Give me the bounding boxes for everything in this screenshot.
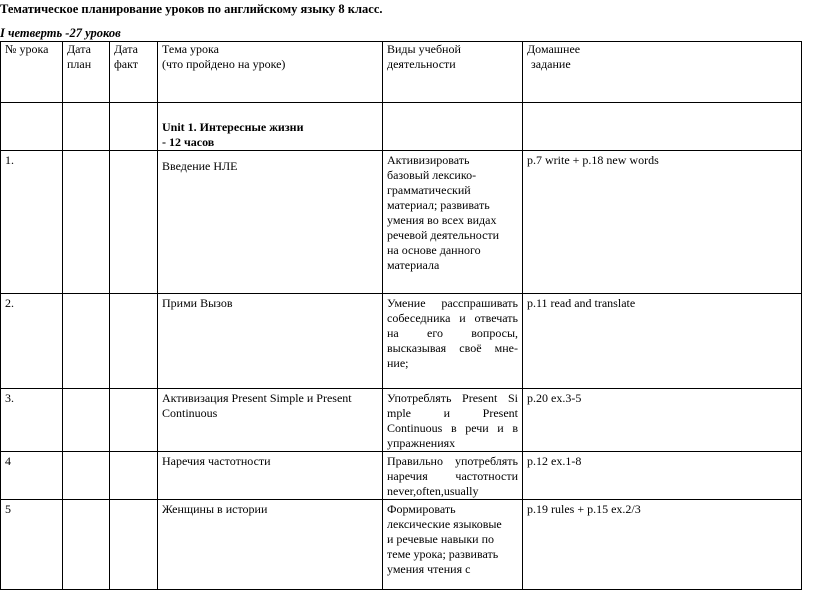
- activity-line: Умение расспрашивать: [387, 296, 518, 310]
- lesson-topic: Наречия частотности: [158, 452, 383, 500]
- unit-cell-empty: [1, 103, 63, 151]
- document-title: Тематическое планирование уроков по английскому языку 8 класс.: [0, 2, 383, 16]
- lesson-number: 2.: [1, 294, 63, 389]
- lesson-number: 1.: [1, 151, 63, 294]
- activity-line: высказывая своё мне-: [387, 341, 518, 355]
- activity-line: mple и Present: [387, 406, 518, 420]
- lesson-topic: Введение НЛЕ: [158, 151, 383, 294]
- unit-cell-empty: [523, 103, 802, 151]
- unit-cell-empty: [110, 103, 158, 151]
- table-row: [1, 452, 802, 500]
- lesson-homework: p.12 ex.1-8: [523, 452, 802, 500]
- header-activities-line1: Виды учебной: [387, 42, 461, 56]
- header-lesson-number-label: № урока: [5, 42, 49, 56]
- date-fact-cell: [110, 452, 158, 500]
- activity-line: Формировать: [387, 502, 456, 516]
- activity-line: теме урока; развивать: [387, 547, 499, 561]
- topic-line: Continuous: [162, 406, 218, 420]
- table-row: [1, 389, 802, 452]
- activity-line: умения во всех видах: [387, 213, 497, 227]
- header-date-plan-line2: план: [67, 57, 92, 71]
- activity-line: и речевые навыки по: [387, 532, 495, 546]
- header-date-fact: [110, 42, 158, 103]
- unit-title-line2: - 12 часов: [162, 135, 215, 149]
- activity-line: упражнениях: [387, 436, 456, 450]
- lesson-topic: Прими Вызов: [158, 294, 383, 389]
- header-topic-line2: (что пройдено на уроке): [162, 57, 286, 71]
- lesson-activity: [383, 500, 523, 590]
- unit-cell-empty: [63, 103, 110, 151]
- lesson-topic: [158, 389, 383, 452]
- table-row: [1, 294, 802, 389]
- lesson-number: 3.: [1, 389, 63, 452]
- lesson-topic: Женщины в истории: [158, 500, 383, 590]
- unit-title-line1: Unit 1. Интересные жизни: [162, 120, 304, 134]
- table-row: [1, 500, 802, 590]
- header-date-plan: [63, 42, 110, 103]
- quarter-heading: I четверть -27 уроков: [0, 26, 121, 40]
- activity-line: умения чтения с: [387, 562, 471, 576]
- table-row: [1, 151, 802, 294]
- lesson-activity: [383, 294, 523, 389]
- activity-line: базовый лексико-: [387, 168, 477, 182]
- activity-line: наречия частотности: [387, 469, 518, 483]
- activity-line: Continuous в речи и в: [387, 421, 518, 435]
- activity-line: грамматический: [387, 183, 471, 197]
- date-fact-cell: [110, 294, 158, 389]
- date-fact-cell: [110, 500, 158, 590]
- header-date-fact-line2: факт: [114, 57, 139, 71]
- date-plan-cell: [63, 294, 110, 389]
- activity-line: речевой деятельности: [387, 228, 500, 242]
- header-activities-line2: деятельности: [387, 57, 456, 71]
- lesson-plan-table: [0, 41, 802, 590]
- activity-line: Активизировать: [387, 153, 470, 167]
- lesson-number: 4: [1, 452, 63, 500]
- lesson-activity: [383, 452, 523, 500]
- activity-line: материал; развивать: [387, 198, 490, 212]
- activity-line: лексические языковые: [387, 517, 502, 531]
- unit-row: [1, 103, 802, 151]
- unit-title: [158, 103, 383, 151]
- header-lesson-number: [1, 42, 63, 103]
- activity-line: на основе данного: [387, 243, 481, 257]
- header-homework: [523, 42, 802, 103]
- header-homework-line2: задание: [531, 57, 571, 71]
- lesson-activity: [383, 389, 523, 452]
- date-plan-cell: [63, 389, 110, 452]
- header-row: [1, 42, 802, 103]
- date-plan-cell: [63, 500, 110, 590]
- header-date-plan-line1: Дата: [67, 42, 91, 56]
- lesson-homework: p.11 read and translate: [523, 294, 802, 389]
- date-plan-cell: [63, 151, 110, 294]
- activity-line: Правильно употреблять: [387, 454, 518, 468]
- date-fact-cell: [110, 151, 158, 294]
- header-homework-line1: Домашнее: [527, 42, 581, 56]
- lesson-homework: p.20 ex.3-5: [523, 389, 802, 452]
- activity-line: Употреблять Present Si: [387, 391, 518, 405]
- topic-line: Активизация Present Simple и Present: [162, 391, 352, 405]
- header-date-fact-line1: Дата: [114, 42, 138, 56]
- date-fact-cell: [110, 389, 158, 452]
- activity-line: на его вопросы,: [387, 326, 518, 340]
- header-topic-line1: Тема урока: [162, 42, 220, 56]
- activity-line: never,often,usually: [387, 484, 479, 498]
- header-topic: [158, 42, 383, 103]
- lesson-homework: p.19 rules + p.15 ex.2/3: [523, 500, 802, 590]
- header-activities: [383, 42, 523, 103]
- activity-line: ние;: [387, 356, 409, 370]
- unit-cell-empty: [383, 103, 523, 151]
- lesson-number: 5: [1, 500, 63, 590]
- date-plan-cell: [63, 452, 110, 500]
- lesson-homework: p.7 write + p.18 new words: [523, 151, 802, 294]
- activity-line: собеседника и отвечать: [387, 311, 518, 325]
- lesson-activity: [383, 151, 523, 294]
- activity-line: материала: [387, 258, 440, 272]
